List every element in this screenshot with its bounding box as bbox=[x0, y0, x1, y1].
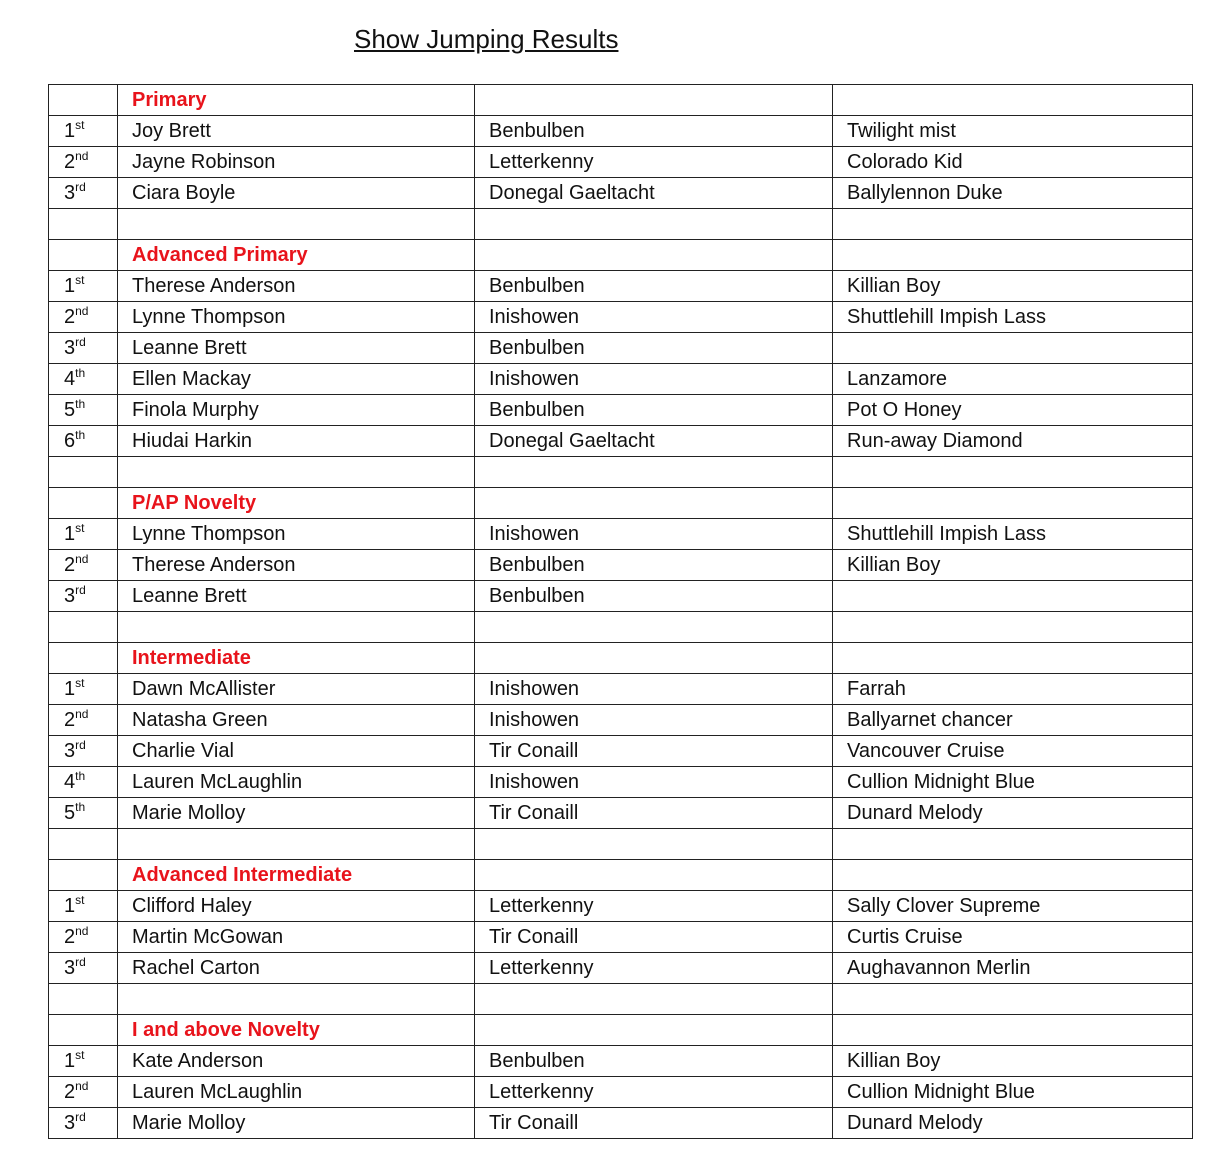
club-name: Benbulben bbox=[475, 550, 833, 581]
place-suffix: st bbox=[75, 117, 85, 132]
club-name: Letterkenny bbox=[475, 147, 833, 178]
result-row bbox=[49, 922, 1193, 953]
horse-name: Twilight mist bbox=[833, 116, 1193, 147]
empty-cell bbox=[118, 612, 475, 643]
place-cell bbox=[49, 302, 118, 333]
result-row bbox=[49, 798, 1193, 829]
rider-name: Ciara Boyle bbox=[118, 178, 475, 209]
empty-cell bbox=[49, 612, 118, 643]
place-number: 2 bbox=[64, 553, 76, 576]
horse-name: Shuttlehill Impish Lass bbox=[833, 302, 1193, 333]
place-number: 6 bbox=[64, 429, 76, 452]
place-number: 4 bbox=[64, 770, 76, 793]
horse-name: Curtis Cruise bbox=[833, 922, 1193, 953]
section-header-row bbox=[49, 1015, 1193, 1046]
rider-name: Rachel Carton bbox=[118, 953, 475, 984]
place-suffix: th bbox=[75, 768, 86, 783]
place-number: 3 bbox=[64, 584, 76, 607]
place-number: 2 bbox=[64, 305, 76, 328]
empty-cell bbox=[833, 860, 1193, 891]
place-number: 3 bbox=[64, 739, 76, 762]
rider-name: Joy Brett bbox=[118, 116, 475, 147]
rider-name: Jayne Robinson bbox=[118, 147, 475, 178]
place-number: 1 bbox=[64, 119, 76, 142]
section-title: Intermediate bbox=[118, 643, 475, 674]
page-title: Show Jumping Results bbox=[354, 24, 619, 54]
place-suffix: nd bbox=[75, 148, 89, 163]
place-cell bbox=[49, 333, 118, 364]
club-name: Benbulben bbox=[475, 1046, 833, 1077]
place-number: 2 bbox=[64, 925, 76, 948]
empty-cell bbox=[833, 829, 1193, 860]
horse-name: Ballyarnet chancer bbox=[833, 705, 1193, 736]
place-suffix: st bbox=[75, 892, 85, 907]
horse-name: Dunard Melody bbox=[833, 798, 1193, 829]
place-cell bbox=[49, 426, 118, 457]
club-name: Benbulben bbox=[475, 395, 833, 426]
result-row bbox=[49, 1046, 1193, 1077]
place-suffix: st bbox=[75, 675, 85, 690]
club-name: Inishowen bbox=[475, 302, 833, 333]
empty-cell bbox=[49, 85, 118, 116]
result-row bbox=[49, 426, 1193, 457]
place-cell bbox=[49, 953, 118, 984]
horse-name: Killian Boy bbox=[833, 1046, 1193, 1077]
horse-name: Farrah bbox=[833, 674, 1193, 705]
empty-cell bbox=[49, 829, 118, 860]
section-title: Primary bbox=[118, 85, 475, 116]
place-cell bbox=[49, 705, 118, 736]
result-row bbox=[49, 333, 1193, 364]
result-row bbox=[49, 1077, 1193, 1108]
place-suffix: rd bbox=[75, 737, 86, 752]
result-row bbox=[49, 767, 1193, 798]
place-cell bbox=[49, 147, 118, 178]
empty-cell bbox=[833, 209, 1193, 240]
result-row bbox=[49, 519, 1193, 550]
horse-name: Cullion Midnight Blue bbox=[833, 1077, 1193, 1108]
empty-cell bbox=[49, 209, 118, 240]
horse-name: Pot O Honey bbox=[833, 395, 1193, 426]
horse-name: Killian Boy bbox=[833, 550, 1193, 581]
rider-name: Natasha Green bbox=[118, 705, 475, 736]
place-cell bbox=[49, 798, 118, 829]
place-suffix: th bbox=[75, 365, 86, 380]
place-suffix: th bbox=[75, 799, 86, 814]
empty-cell bbox=[118, 209, 475, 240]
place-number: 3 bbox=[64, 336, 76, 359]
club-name: Tir Conaill bbox=[475, 1108, 833, 1139]
empty-cell bbox=[49, 984, 118, 1015]
empty-cell bbox=[475, 209, 833, 240]
place-cell bbox=[49, 891, 118, 922]
club-name: Inishowen bbox=[475, 364, 833, 395]
result-row bbox=[49, 953, 1193, 984]
section-header-row bbox=[49, 643, 1193, 674]
rider-name: Charlie Vial bbox=[118, 736, 475, 767]
place-suffix: nd bbox=[75, 303, 89, 318]
place-suffix: rd bbox=[75, 1109, 86, 1124]
section-header-row bbox=[49, 860, 1193, 891]
horse-name: Ballylennon Duke bbox=[833, 178, 1193, 209]
place-cell bbox=[49, 1108, 118, 1139]
result-row bbox=[49, 550, 1193, 581]
rider-name: Lynne Thompson bbox=[118, 519, 475, 550]
place-cell bbox=[49, 767, 118, 798]
club-name: Donegal Gaeltacht bbox=[475, 178, 833, 209]
result-row bbox=[49, 364, 1193, 395]
empty-cell bbox=[118, 829, 475, 860]
horse-name: Lanzamore bbox=[833, 364, 1193, 395]
rider-name: Finola Murphy bbox=[118, 395, 475, 426]
empty-cell bbox=[475, 240, 833, 271]
section-title: I and above Novelty bbox=[118, 1015, 475, 1046]
place-cell bbox=[49, 922, 118, 953]
place-number: 5 bbox=[64, 398, 76, 421]
result-row bbox=[49, 116, 1193, 147]
empty-cell bbox=[49, 457, 118, 488]
section-header-row bbox=[49, 488, 1193, 519]
section-header-row bbox=[49, 85, 1193, 116]
horse-name: Sally Clover Supreme bbox=[833, 891, 1193, 922]
place-suffix: th bbox=[75, 427, 86, 442]
place-number: 1 bbox=[64, 894, 76, 917]
rider-name: Lynne Thompson bbox=[118, 302, 475, 333]
empty-cell bbox=[49, 488, 118, 519]
place-number: 1 bbox=[64, 1049, 76, 1072]
section-title: Advanced Intermediate bbox=[118, 860, 475, 891]
horse-name: Aughavannon Merlin bbox=[833, 953, 1193, 984]
empty-cell bbox=[475, 457, 833, 488]
result-row bbox=[49, 736, 1193, 767]
horse-name bbox=[833, 333, 1193, 364]
place-cell bbox=[49, 178, 118, 209]
empty-cell bbox=[475, 643, 833, 674]
empty-cell bbox=[475, 1015, 833, 1046]
empty-cell bbox=[118, 984, 475, 1015]
place-suffix: st bbox=[75, 1047, 85, 1062]
rider-name: Hiudai Harkin bbox=[118, 426, 475, 457]
place-suffix: rd bbox=[75, 582, 86, 597]
empty-cell bbox=[475, 860, 833, 891]
club-name: Tir Conaill bbox=[475, 922, 833, 953]
horse-name: Colorado Kid bbox=[833, 147, 1193, 178]
club-name: Benbulben bbox=[475, 271, 833, 302]
place-cell bbox=[49, 364, 118, 395]
spacer-row bbox=[49, 984, 1193, 1015]
rider-name: Ellen Mackay bbox=[118, 364, 475, 395]
results-table bbox=[48, 84, 1193, 1139]
rider-name: Clifford Haley bbox=[118, 891, 475, 922]
club-name: Inishowen bbox=[475, 674, 833, 705]
section-title: Advanced Primary bbox=[118, 240, 475, 271]
club-name: Inishowen bbox=[475, 705, 833, 736]
place-suffix: nd bbox=[75, 1078, 89, 1093]
section-header-row bbox=[49, 240, 1193, 271]
place-number: 2 bbox=[64, 1080, 76, 1103]
place-suffix: rd bbox=[75, 954, 86, 969]
place-cell bbox=[49, 674, 118, 705]
horse-name: Dunard Melody bbox=[833, 1108, 1193, 1139]
result-row bbox=[49, 674, 1193, 705]
empty-cell bbox=[118, 457, 475, 488]
place-suffix: rd bbox=[75, 334, 86, 349]
place-cell bbox=[49, 1077, 118, 1108]
result-row bbox=[49, 178, 1193, 209]
rider-name: Leanne Brett bbox=[118, 333, 475, 364]
horse-name: Run-away Diamond bbox=[833, 426, 1193, 457]
place-suffix: nd bbox=[75, 706, 89, 721]
place-cell bbox=[49, 519, 118, 550]
club-name: Letterkenny bbox=[475, 1077, 833, 1108]
place-cell bbox=[49, 736, 118, 767]
club-name: Tir Conaill bbox=[475, 798, 833, 829]
place-suffix: st bbox=[75, 520, 85, 535]
place-number: 1 bbox=[64, 677, 76, 700]
rider-name: Marie Molloy bbox=[118, 1108, 475, 1139]
result-row bbox=[49, 147, 1193, 178]
rider-name: Marie Molloy bbox=[118, 798, 475, 829]
rider-name: Martin McGowan bbox=[118, 922, 475, 953]
empty-cell bbox=[475, 85, 833, 116]
empty-cell bbox=[475, 612, 833, 643]
empty-cell bbox=[833, 240, 1193, 271]
place-suffix: nd bbox=[75, 551, 89, 566]
result-row bbox=[49, 271, 1193, 302]
empty-cell bbox=[49, 860, 118, 891]
result-row bbox=[49, 705, 1193, 736]
empty-cell bbox=[475, 984, 833, 1015]
rider-name: Lauren McLaughlin bbox=[118, 1077, 475, 1108]
club-name: Benbulben bbox=[475, 116, 833, 147]
empty-cell bbox=[833, 1015, 1193, 1046]
place-suffix: nd bbox=[75, 923, 89, 938]
place-cell bbox=[49, 581, 118, 612]
horse-name: Vancouver Cruise bbox=[833, 736, 1193, 767]
place-suffix: rd bbox=[75, 179, 86, 194]
club-name: Inishowen bbox=[475, 767, 833, 798]
club-name: Letterkenny bbox=[475, 891, 833, 922]
rider-name: Leanne Brett bbox=[118, 581, 475, 612]
empty-cell bbox=[49, 1015, 118, 1046]
rider-name: Therese Anderson bbox=[118, 271, 475, 302]
horse-name: Shuttlehill Impish Lass bbox=[833, 519, 1193, 550]
place-number: 1 bbox=[64, 522, 76, 545]
place-cell bbox=[49, 1046, 118, 1077]
empty-cell bbox=[833, 457, 1193, 488]
rider-name: Therese Anderson bbox=[118, 550, 475, 581]
empty-cell bbox=[475, 829, 833, 860]
rider-name: Lauren McLaughlin bbox=[118, 767, 475, 798]
empty-cell bbox=[833, 984, 1193, 1015]
spacer-row bbox=[49, 209, 1193, 240]
result-row bbox=[49, 395, 1193, 426]
place-suffix: st bbox=[75, 272, 85, 287]
place-cell bbox=[49, 116, 118, 147]
section-title: P/AP Novelty bbox=[118, 488, 475, 519]
results-table-body bbox=[49, 85, 1193, 1139]
place-cell bbox=[49, 550, 118, 581]
empty-cell bbox=[833, 85, 1193, 116]
club-name: Benbulben bbox=[475, 581, 833, 612]
club-name: Tir Conaill bbox=[475, 736, 833, 767]
result-row bbox=[49, 891, 1193, 922]
place-number: 3 bbox=[64, 956, 76, 979]
club-name: Letterkenny bbox=[475, 953, 833, 984]
horse-name bbox=[833, 581, 1193, 612]
empty-cell bbox=[833, 643, 1193, 674]
horse-name: Killian Boy bbox=[833, 271, 1193, 302]
club-name: Benbulben bbox=[475, 333, 833, 364]
empty-cell bbox=[833, 612, 1193, 643]
club-name: Inishowen bbox=[475, 519, 833, 550]
result-row bbox=[49, 1108, 1193, 1139]
spacer-row bbox=[49, 829, 1193, 860]
empty-cell bbox=[833, 488, 1193, 519]
place-cell bbox=[49, 271, 118, 302]
empty-cell bbox=[49, 643, 118, 674]
empty-cell bbox=[475, 488, 833, 519]
result-row bbox=[49, 581, 1193, 612]
place-number: 2 bbox=[64, 150, 76, 173]
place-suffix: th bbox=[75, 396, 86, 411]
rider-name: Dawn McAllister bbox=[118, 674, 475, 705]
horse-name: Cullion Midnight Blue bbox=[833, 767, 1193, 798]
place-number: 3 bbox=[64, 181, 76, 204]
empty-cell bbox=[49, 240, 118, 271]
place-number: 5 bbox=[64, 801, 76, 824]
place-number: 4 bbox=[64, 367, 76, 390]
place-cell bbox=[49, 395, 118, 426]
club-name: Donegal Gaeltacht bbox=[475, 426, 833, 457]
place-number: 2 bbox=[64, 708, 76, 731]
spacer-row bbox=[49, 457, 1193, 488]
result-row bbox=[49, 302, 1193, 333]
spacer-row bbox=[49, 612, 1193, 643]
place-number: 3 bbox=[64, 1111, 76, 1134]
rider-name: Kate Anderson bbox=[118, 1046, 475, 1077]
place-number: 1 bbox=[64, 274, 76, 297]
